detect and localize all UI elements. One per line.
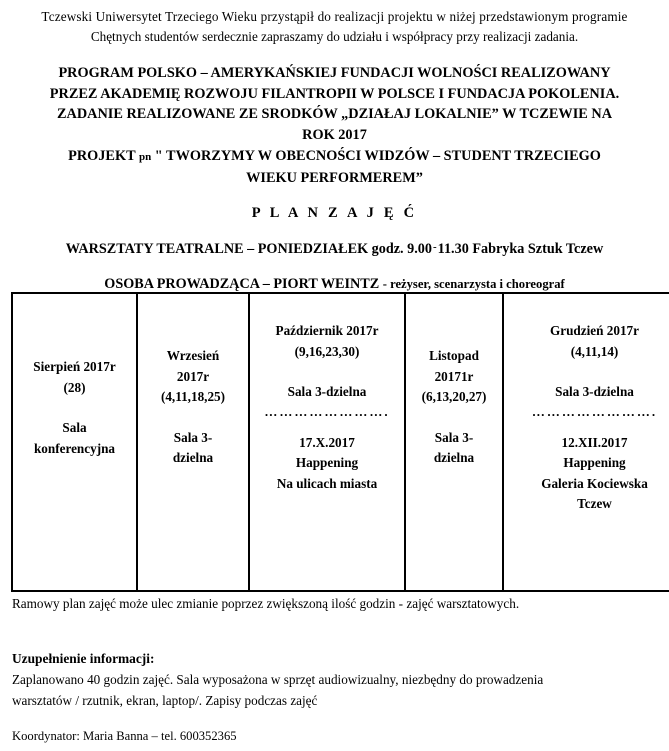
workshop-text-after: 11.30 Fabryka Sztuk Tczew <box>437 241 604 258</box>
dates-label: (28) <box>63 379 86 395</box>
program-heading-line-2: PRZEZ AKADEMIĘ ROZWOJU FILANTROPII W POLSCE I FUNDACJA POKOLENIA. <box>49 85 620 102</box>
event-place-line-1: Galeria Kociewska <box>541 475 648 491</box>
cell-content <box>253 294 401 494</box>
room-line-1: Sala 3-dzielna <box>287 384 367 399</box>
intro-line-1: Tczewski Uniwersytet Trzeciego Wieku przystąpił do realizacji projektu w niżej przedstawionym programie <box>41 9 628 24</box>
spacer <box>253 421 401 433</box>
event-place-line-2: Tczew <box>577 496 612 511</box>
month-label: Grudzień 2017r <box>549 323 639 338</box>
room-line-1: Sala 3- <box>434 429 474 445</box>
cell-content <box>16 294 133 459</box>
project-pn-abbrev: pn <box>138 151 152 163</box>
project-heading <box>0 146 669 188</box>
month-label: Listopad <box>429 348 479 363</box>
month-label: Wrzesień <box>166 348 220 363</box>
cell-content <box>507 294 669 515</box>
schedule-cell-pazdziernik <box>249 293 405 591</box>
cell-content <box>141 294 245 469</box>
room-line-1: Sala 3- <box>173 429 213 445</box>
year-label: 20171r <box>434 368 474 384</box>
program-heading-line-3: ZADANIE REALIZOWANE ZE SRODKÓW „DZIAŁAJ LOKALNIE” W TCZEWIE NA <box>56 106 613 122</box>
intro-paragraph <box>0 0 669 47</box>
dotted-divider: ……………………. <box>264 403 390 419</box>
schedule-note: Ramowy plan zajęć może ulec zmianie poprzez zwiększoną ilość godzin - zajęć warsztatowych. <box>12 596 520 611</box>
event-name: Happening <box>295 455 359 470</box>
spacer <box>141 408 245 428</box>
month-label: Październik 2017r <box>275 323 379 338</box>
spacer <box>16 398 133 418</box>
project-prefix: PROJEKT <box>68 148 136 164</box>
project-heading-line-2: WIEKU PERFORMEREM” <box>246 169 423 186</box>
room-line-2: dzielna <box>433 450 475 465</box>
room-line-2: dzielna <box>172 450 214 465</box>
schedule-table-container <box>11 292 658 592</box>
project-title-part-1: " TWORZYMY W OBECNOŚCI WIDZÓW – STUDENT TRZECIEGO <box>154 148 601 164</box>
spacer <box>409 408 499 428</box>
program-heading-line-4: ROK 2017 <box>302 126 367 143</box>
spacer <box>507 421 669 433</box>
schedule-cell-grudzien <box>503 293 669 591</box>
month-label: Sierpień 2017r <box>33 359 116 374</box>
event-name: Happening <box>563 455 626 470</box>
workshop-text-before: WARSZTATY TEATRALNE – PONIEDZIAŁEK godz. 9.00 <box>65 241 432 258</box>
room-line-1: Sala 3-dzielna <box>555 384 634 399</box>
event-place-line-1: Na ulicach miasta <box>276 475 378 491</box>
workshop-line <box>0 241 669 258</box>
spacer <box>507 362 669 382</box>
cell-content <box>409 294 499 469</box>
dates-label: (6,13,20,27) <box>421 389 487 404</box>
room-line-2: konferencyjna <box>33 440 116 456</box>
schedule-cell-wrzesien <box>137 293 249 591</box>
instructor-line <box>0 276 669 293</box>
spacer <box>253 362 401 382</box>
event-date: 17.X.2017 <box>299 434 355 450</box>
table-row <box>12 293 669 591</box>
project-heading-line-1 <box>16 146 653 168</box>
year-label: 2017r <box>176 368 210 384</box>
coordinator-line: Koordynator: Maria Banna – tel. 600352365 <box>12 729 237 743</box>
supplement-line-1: Zaplanowano 40 godzin zajęć. Sala wyposażona w sprzęt audiowizualny, niezbędny do prowadzenia <box>12 672 544 687</box>
supplement-heading: Uzupełnienie informacji: <box>12 651 155 666</box>
dates-label: (4,11,18,25) <box>160 389 226 404</box>
dates-label: (4,11,14) <box>570 343 619 359</box>
program-heading-line-1: PROGRAM POLSKO – AMERYKAŃSKIEJ FUNDACJI WOLNOŚCI REALIZOWANY <box>58 65 611 81</box>
room-line-1: Sala <box>62 420 87 435</box>
dates-label: (9,16,23,30) <box>294 343 360 359</box>
dotted-divider: ……………………. <box>531 403 658 419</box>
schedule-cell-listopad <box>405 293 503 591</box>
intro-line-2: Chętnych studentów serdecznie zapraszamy do udziału i współpracy przy realizacji zadania. <box>90 29 579 44</box>
instructor-role: - reżyser, scenarzysta i choreograf <box>382 277 565 292</box>
workshop-dash: - <box>432 241 437 253</box>
supplementary-information <box>12 648 662 711</box>
supplement-line-2: warsztatów / rzutnik, ekran, laptop/. Zapisy podczas zajęć <box>12 693 318 708</box>
plan-title: P L A N Z A J Ę Ć <box>251 205 418 221</box>
schedule-table <box>11 292 669 592</box>
event-date: 12.XII.2017 <box>561 434 628 450</box>
instructor-name: OSOBA PROWADZĄCA – PIORT WEINTZ <box>104 276 380 293</box>
schedule-cell-sierpien <box>12 293 137 591</box>
program-heading <box>0 63 669 145</box>
